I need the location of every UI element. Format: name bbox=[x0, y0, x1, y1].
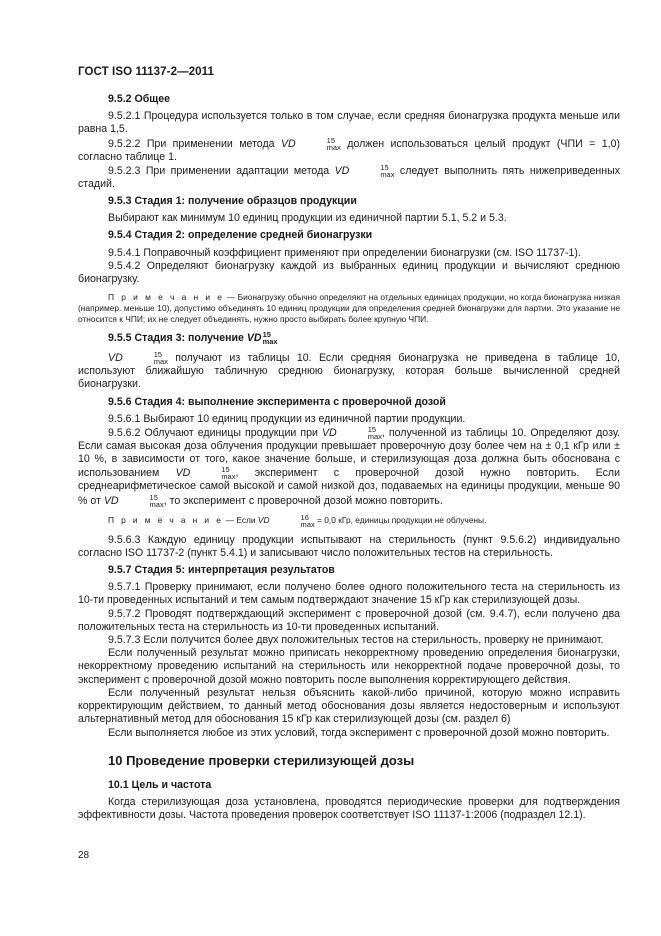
paragraph-9-5-7-4: Если полученный результат можно приписать некорректному проведению определения бионагрузки, некорректному проведению испытаний на стерильность или некорректной подаче проверочной дозы, то эксперимент с проверочной дозой можно повторить после выполнения корректирующего действия. bbox=[78, 647, 620, 686]
text-run: , эксперимент с проверочной дозой нужно повторить. Если среднеарифметическое самой высокой и самой низкой доз, подаваемых на единицы продукции, меньше 90 % от bbox=[78, 467, 620, 507]
vd-symbol: VD bbox=[103, 494, 119, 507]
paragraph-9-5-6-3: 9.5.6.3 Каждую единицу продукции испытывают на стерильность (пункт 9.5.6.2) индивидуально согласно ISO 11737-2 (пункт 5.4.1) и записывают число положительных тестов на стерильность. bbox=[78, 533, 620, 559]
document-body bbox=[78, 93, 620, 822]
paragraph-9-5-5 bbox=[78, 351, 620, 391]
page-header: ГОСТ ISO 11137-2—2011 bbox=[78, 66, 215, 78]
paragraph-9-5-6-1: 9.5.6.1 Выбирают 10 единиц продукции из единичной партии продукции. bbox=[108, 412, 466, 425]
heading-9-5-4: 9.5.4 Стадия 2: определение средней бионагрузки bbox=[108, 229, 373, 242]
vd-sub: max bbox=[262, 337, 278, 347]
vd-indices bbox=[350, 164, 394, 178]
paragraph-9-5-7-3: 9.5.7.3 Если получится более двух положительных тестов на стерильность, проверку не принимают. bbox=[108, 634, 604, 647]
note-9-5-4 bbox=[78, 292, 620, 325]
text-run: получают из таблицы 10. Если средняя бионагрузка не приведена в таблице 10, используют ближайшую табличную среднюю бионагрузку, которая больше вычисленной средней бионагрузки. bbox=[78, 352, 620, 391]
note-9-5-6 bbox=[78, 514, 620, 528]
note-text: — Бионагрузку обычно определяют на отдельных единицах продукции, но когда бионагрузка низкая (например. меньше 10), допустимо объединять 10 единиц продукции для определения средней бионагрузки для партии. Это указание не относится к ЧПИ; их не следует объединять, нужно просто выбирать более крупную ЧПИ. bbox=[78, 292, 620, 325]
vd-symbol: VD bbox=[321, 426, 337, 439]
note-label: П р и м е ч а н и е bbox=[108, 514, 224, 525]
vd-indices bbox=[191, 466, 235, 480]
vd-sup: 15 bbox=[367, 425, 377, 435]
vd-indices bbox=[297, 137, 341, 151]
vd-sup: 16 bbox=[300, 512, 309, 522]
heading-section-10: 10 Проведение проверки стерилизующей дозы bbox=[108, 752, 415, 768]
vd-sup: 15 bbox=[221, 465, 230, 475]
text-run: 9.5.2.3 При применении адаптации метода bbox=[108, 164, 335, 177]
note-label: П р и м е ч а н и е bbox=[108, 292, 225, 303]
text-run: 9.5.6.2 Облучают единицы продукции при bbox=[108, 426, 322, 439]
vd-sub: max bbox=[380, 169, 395, 179]
heading-9-5-7: 9.5.7 Стадия 5: интерпретация результатов bbox=[108, 564, 335, 577]
vd-sub: max bbox=[326, 142, 341, 152]
paragraph-9-5-6-2 bbox=[78, 426, 620, 508]
paragraph-10-1: Когда стерилизующая доза установлена, проводятся периодические проверки для подтверждения эффективности дозы. Частота проведения проверок соответствует ISO 11137-1:2006 (подраздел 12.1). bbox=[78, 795, 620, 822]
vd-sup: 15 bbox=[326, 135, 336, 145]
heading-9-5-2: 9.5.2 Общее bbox=[108, 93, 171, 105]
heading-9-5-6: 9.5.6 Стадия 4: выполнение эксперимента с проверочной дозой bbox=[108, 395, 446, 408]
vd-sub: max bbox=[153, 357, 168, 367]
vd-symbol: VD bbox=[246, 332, 262, 345]
vd-indices bbox=[120, 494, 164, 508]
note-text: = 0,0 кГр, единицы продукции не облучены. bbox=[314, 514, 487, 525]
vd-sup: 15 bbox=[262, 330, 271, 340]
vd-sup: 15 bbox=[380, 162, 389, 172]
text-run: 9.5.2.2 При применении метода bbox=[108, 137, 275, 150]
vd-indices bbox=[124, 351, 168, 365]
heading-text: 9.5.5 Стадия 3: получение bbox=[108, 332, 247, 345]
vd-symbol: VD bbox=[108, 352, 123, 365]
text-run: следует выполнить пять нижеприведенных стадий. bbox=[78, 164, 621, 190]
vd-indices bbox=[271, 514, 315, 528]
vd-sup: 15 bbox=[149, 492, 158, 502]
vd-sup: 15 bbox=[153, 350, 163, 360]
vd-symbol: VD bbox=[334, 164, 350, 177]
vd-symbol: VD bbox=[257, 514, 270, 525]
paragraph-9-5-7-1: 9.5.7.1 Проверку принимают, если получено более одного положительного теста на стерильность из 10-ти проведенных испытаний и тем самым подтверждают значение 15 кГр как стерилизующей дозы. bbox=[78, 581, 620, 607]
paragraph-9-5-7-2: 9.5.7.2 Проводят подтверждающий эксперимент с проверочной дозой (см. 9.4.7), если получено два положительных теста на стерильность из 10-ти проведенных испытаний. bbox=[78, 607, 620, 633]
vd-sub: max bbox=[221, 472, 236, 482]
vd-sub: max bbox=[367, 432, 382, 442]
text-run: , полученной из таблицы 10. Определяют дозу. Если самая высокая доза облучения продукции превышает проверочную дозу более чем на ± 0,1 кГр или ± 10 %, в зависимости от того, какое значение больше, и стерилизующая доза должна быть обоснована с использованием bbox=[78, 426, 620, 480]
heading-9-5-5 bbox=[78, 331, 620, 345]
vd-indices bbox=[338, 426, 382, 440]
vd-indices bbox=[263, 331, 278, 345]
text-run: должен использоваться целый продукт (ЧПИ = 1,0) согласно таблице 1. bbox=[78, 137, 620, 163]
paragraph-9-5-2-1: 9.5.2.1 Процедура используется только в том случае, если средняя бионагрузка продукта меньше или равна 1,5. bbox=[78, 110, 620, 136]
vd-symbol: VD bbox=[175, 467, 191, 480]
paragraph-9-5-4-2: 9.5.4.2 Определяют бионагрузку каждой из выбранных единиц продукции и вычисляют среднюю бионагрузку. bbox=[78, 259, 620, 286]
vd-sub: max bbox=[300, 519, 315, 529]
paragraph-9-5-2-2 bbox=[78, 137, 620, 164]
vd-symbol: VD bbox=[280, 137, 296, 150]
text-run: , то эксперимент с проверочной дозой можно повторить. bbox=[163, 494, 443, 507]
paragraph-9-5-2-3 bbox=[78, 164, 620, 191]
paragraph-9-5-7-5: Если полученный результат нельзя объяснить какой-либо причиной, которую можно исправить корректирующим действием, то данный метод обоснования дозы является недостоверным и используют альтернативный метод для обоснования 15 кГр как стерилизующей дозы (см. раздел 6) bbox=[78, 686, 620, 726]
page-number: 28 bbox=[78, 850, 90, 861]
paragraph-9-5-3: Выбирают как минимум 10 единиц продукции из единичной партии 5.1, 5.2 и 5.3. bbox=[108, 212, 507, 225]
heading-9-5-3: 9.5.3 Стадия 1: получение образцов продукции bbox=[108, 195, 357, 208]
paragraph-9-5-7-6: Если выполняется любое из этих условий, тогда эксперимент с проверочной дозой можно повторить. bbox=[108, 726, 610, 739]
heading-10-1: 10.1 Цель и частота bbox=[108, 778, 212, 791]
paragraph-9-5-4-1: 9.5.4.1 Поправочный коэффициент применяют при определении бионагрузки (см. ISO 11737-1). bbox=[108, 246, 581, 259]
vd-sub: max bbox=[149, 499, 164, 509]
note-text: — Если bbox=[223, 514, 258, 525]
